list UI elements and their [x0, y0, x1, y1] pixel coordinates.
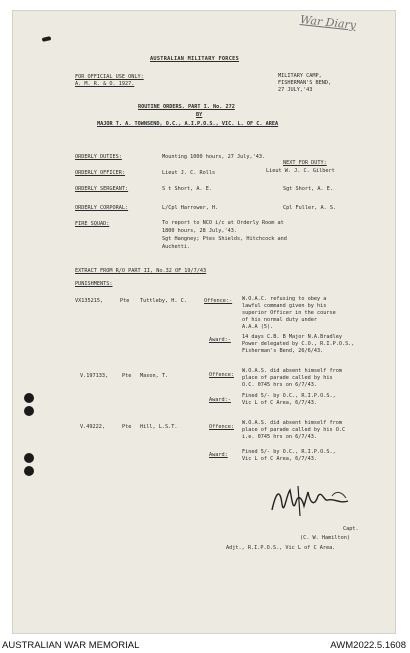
offence-line: W.O.A.C. refusing to obey a	[242, 296, 327, 302]
handwritten-annotation: War Diary	[299, 13, 357, 32]
handwritten-signature	[262, 482, 372, 522]
offence-line: place of parade called by his O.C	[242, 427, 346, 433]
orderly-officer-next: Lieut W. J. C. Gilbert	[266, 168, 335, 174]
entry-number: V.49222,	[80, 424, 105, 430]
award-line: Fined 5/- by O.C., R.I.P.O.S.,	[242, 393, 336, 399]
entry-name: Hill, L.S.T.	[140, 424, 178, 430]
punch-hole	[24, 393, 34, 403]
entry-name: Mason, T.	[140, 373, 169, 379]
offence-line: W.O.A.S. did absent himself from	[242, 420, 342, 426]
official-use-line2: A. M. R. & O. 1927.	[75, 81, 135, 87]
fire-squad-line: Sgt Hangney; Ptes Shields, Hitchcock and	[162, 236, 287, 242]
entry-rank: Pte	[120, 298, 130, 304]
orderly-sergeant-label: ORDERLY SERGEANT:	[75, 186, 129, 192]
orders-officer: MAJOR T. A. TOWNSEND, O.C., A.I.P.O.S., VIC. L. OF C. AREA	[97, 121, 279, 127]
next-for-duty-label: NEXT FOR DUTY:	[283, 160, 327, 166]
offence-line: O.C. 0745 hrs on 6/7/43.	[242, 382, 317, 388]
orders-title: ROUTINE ORDERS. PART I. No. 272	[138, 104, 235, 110]
punch-hole	[24, 406, 34, 416]
award-line: Vic L of C Area, 6/7/43.	[242, 400, 317, 406]
offence-line: W.O.A.S. did absent himself from	[242, 368, 342, 374]
punch-hole	[24, 466, 34, 476]
punch-hole	[24, 453, 34, 463]
offence-label: Offence:-	[204, 298, 233, 304]
extract-title: EXTRACT FROM R/O PART II, No.32 OF 19/7/43	[75, 268, 207, 274]
orders-by: BY	[196, 112, 203, 118]
offence-label: Offence:	[209, 372, 234, 378]
award-line: Fisherman's Bend, 26/6/43.	[242, 348, 324, 354]
award-label: Award:-	[209, 397, 231, 403]
orderly-officer-value: Lieut J. C. Rolls	[162, 170, 216, 176]
orderly-sergeant-value: S t Short, A. E.	[162, 186, 212, 192]
fire-squad-line: To report to NCO i/c at Orderly Room at	[162, 220, 284, 226]
offence-line: place of parade called by his	[242, 375, 333, 381]
footer-accession-number: AWM2022.5.1608	[330, 640, 406, 651]
entry-rank: Pte	[122, 373, 132, 379]
orderly-duties-value: Mounting 1000 hours, 27 July,'43.	[162, 154, 266, 160]
signoff-title: Adjt., R.I.P.O.S., Vic L of C Area.	[226, 545, 336, 551]
document-title: AUSTRALIAN MILITARY FORCES	[150, 56, 240, 62]
orderly-officer-label: ORDERLY OFFICER:	[75, 170, 125, 176]
orderly-corporal-next: Cpl Fuller, A. S.	[283, 205, 337, 211]
fire-squad-line: 1800 hours, 28 July,'43.	[162, 228, 237, 234]
entry-name: Tuttleby, H. C.	[140, 298, 187, 304]
camp-line2: FISHERMAN'S BEND,	[278, 80, 332, 86]
punishments-heading: PUNISHMENTS:	[75, 281, 113, 287]
offence-line: i.e. 0745 hrs on 6/7/43.	[242, 434, 317, 440]
entry-number: VX135215,	[75, 298, 104, 304]
award-line: 14 days C.B. B Major N.A.Bradley	[242, 334, 342, 340]
offence-label: Offence:	[209, 424, 234, 430]
orderly-corporal-label: ORDERLY CORPORAL:	[75, 205, 129, 211]
offence-line: superior Officer in the course	[242, 310, 336, 316]
award-line: Fined 5/- by O.C., R.I.P.O.S.,	[242, 449, 336, 455]
orderly-duties-label: ORDERLY DUTIES:	[75, 154, 122, 160]
offence-line: lawful command given by his	[242, 303, 327, 309]
footer-institution: AUSTRALIAN WAR MEMORIAL	[2, 640, 140, 651]
orderly-corporal-value: L/Cpl Harrower, H.	[162, 205, 219, 211]
award-label: Award:-	[209, 337, 231, 343]
entry-rank: Pte	[122, 424, 132, 430]
entry-number: V.197133,	[80, 373, 109, 379]
fire-squad-line: Auchetti.	[162, 244, 191, 250]
award-line: Power delegated by C.O., R.I.P.O.S.,	[242, 341, 355, 347]
offence-line: of his normal duty under	[242, 317, 317, 323]
camp-line1: MILITARY CAMP,	[278, 73, 322, 79]
footer-bar	[0, 638, 410, 653]
offence-line: A.A.A (5).	[242, 324, 274, 330]
award-line: Vic L of C Area, 6/7/43.	[242, 456, 317, 462]
signoff-rank: Capt.	[343, 526, 359, 532]
camp-date: 27 JULY,'43	[278, 87, 313, 93]
official-use-line1: FOR OFFICIAL USE ONLY:	[75, 74, 144, 80]
signoff-name: (C. W. Hamilton)	[300, 535, 350, 541]
orderly-sergeant-next: Sgt Short, A. E.	[283, 186, 333, 192]
fire-squad-label: FIRE SQUAD:	[75, 221, 110, 227]
award-label: Award:	[209, 452, 228, 458]
